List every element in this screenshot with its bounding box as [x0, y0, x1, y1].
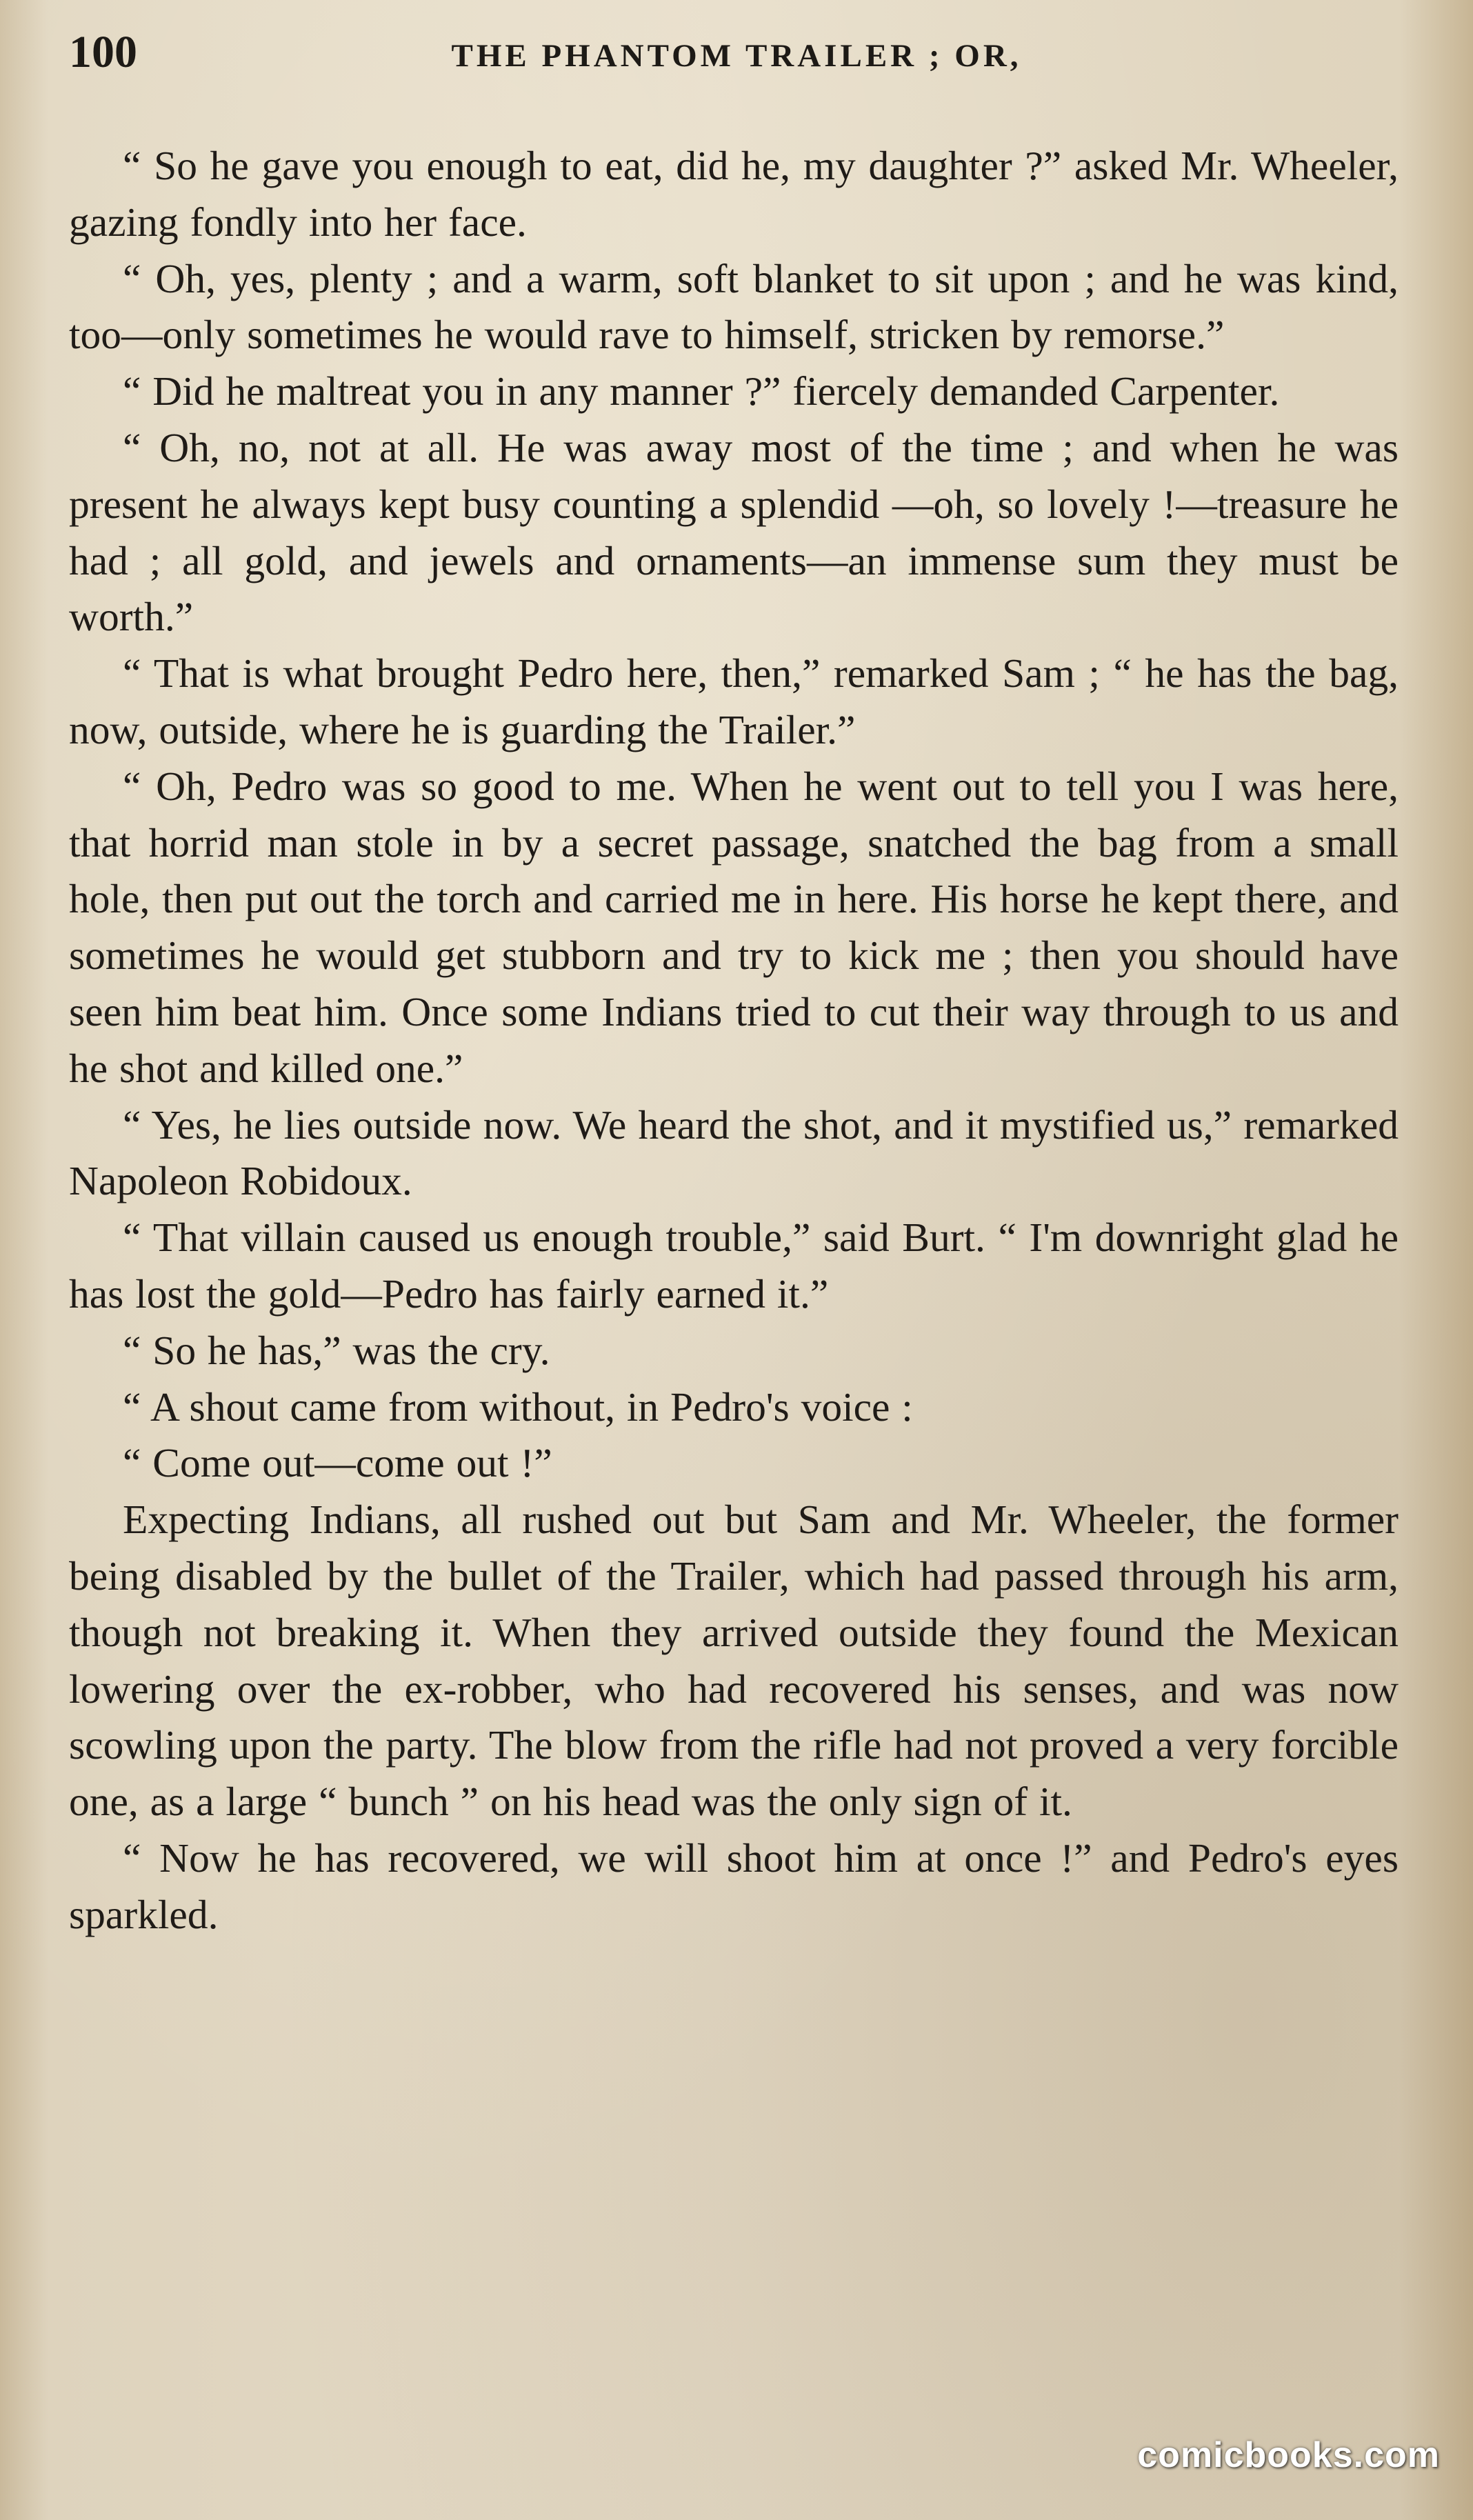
body-text [69, 138, 1399, 1943]
paragraph: “ So he has,” was the cry. [123, 1327, 550, 1373]
page-number: 100 [69, 27, 137, 77]
running-head: THE PHANTOM TRAILER ; OR, [451, 38, 1022, 74]
paragraph: “ So he gave you enough to eat, did he, my daughter ?” asked Mr. Wheeler, gazing fondly into her face. [69, 143, 1399, 245]
paragraph: “ Come out—come out !” [123, 1440, 552, 1486]
paragraph: “ That is what brought Pedro here, then,” remarked Sam ; “ he has the bag, now, outside, where he is guarding the Trailer.” [69, 650, 1399, 752]
paragraph: “ Oh, no, not at all. He was away most of the time ; and when he was present he always kept busy counting a splendid —oh, so lovely !—treasure he had ; all gold, and jewels and ornaments—an immense sum they must be worth.” [69, 424, 1399, 640]
paragraph: Expecting Indians, all rushed out but Sam and Mr. Wheeler, the former being disabled by the bullet of the Trailer, which had passed through his arm, though not breaking it. When they arrived outside they found the Mexican lowering over the ex-robber, who had recovered his senses, and was now scowling upon the party. The blow from the rifle had not proved a very forcible one, as a large “ bunch ” on his head was the only sign of it. [69, 1497, 1399, 1825]
paragraph: “ That villain caused us enough trouble,” said Burt. “ I'm downright glad he has lost the gold—Pedro has fairly earned it.” [69, 1214, 1399, 1317]
paragraph: “ Yes, he lies outside now. We heard the shot, and it mystified us,” remarked Napoleon Robidoux. [69, 1101, 1399, 1204]
watermark: comicbooks.com [1137, 2435, 1440, 2475]
paragraph: “ A shout came from without, in Pedro's voice : [123, 1383, 913, 1430]
paragraph: “ Oh, Pedro was so good to me. When he went out to tell you I was here, that horrid man stole in by a secret passage, snatched the bag from a small hole, then put out the torch and carried me in here. His horse he kept there, and sometimes he would get stubborn and try to kick me ; then you should have seen him beat him. Once some Indians tried to cut their way through to us and he shot and killed one.” [69, 763, 1399, 1091]
paragraph: “ Now he has recovered, we will shoot him at once !” and Pedro's eyes sparkled. [69, 1834, 1399, 1937]
paragraph: “ Did he maltreat you in any manner ?” fiercely demanded Carpenter. [123, 368, 1280, 414]
paragraph: “ Oh, yes, plenty ; and a warm, soft blanket to sit upon ; and he was kind, too—only sometimes he would rave to himself, stricken by remorse.” [69, 255, 1399, 358]
